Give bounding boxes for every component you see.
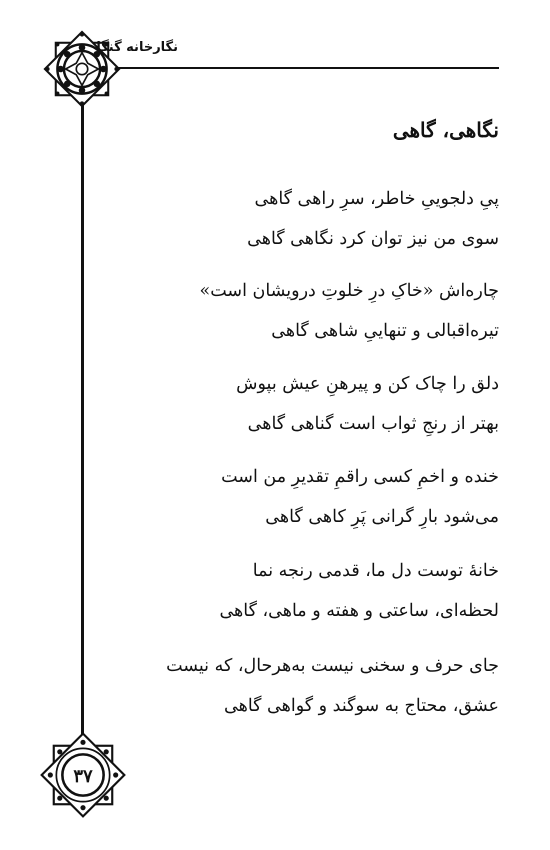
poem-line: دلق را چاک کن و پیرهنِ عیش بپوش [236, 374, 499, 394]
stanza [166, 646, 499, 726]
poem-line: سوی من نیز توان کرد نگاهی گاهی [247, 229, 499, 249]
stanza [169, 457, 499, 537]
poem-line: می‌شود بارِ گرانی پَرِ کاهی گاهی [265, 507, 499, 527]
poem-line: پیِ دلجوییِ خاطر، سرِ راهی گاهی [254, 189, 499, 209]
poem-line: تیره‌اقبالی و تنهاییِ شاهی گاهی [271, 321, 499, 341]
stanza [169, 179, 499, 259]
poem-line: خنده و اخمِ کسی راقمِ تقدیرِ من است [221, 467, 499, 487]
book-title: نگارخانه گنگا [96, 40, 178, 55]
stanza [169, 364, 499, 444]
stanza [169, 551, 499, 631]
poem-line: خانهٔ توست دل ما، قدمی رنجه نما [252, 561, 499, 581]
margin-rule [81, 88, 84, 764]
poem-line: عشق، محتاج به سوگند و گواهی گاهی [224, 696, 499, 716]
poem-line: چاره‌اش «خاکِ درِ خلوتِ درویشان است» [199, 281, 499, 301]
page-number: ۳۷ [73, 765, 93, 787]
poem-line: بهتر از رنجِ ثواب است گناهی گاهی [247, 414, 499, 434]
poem-line: جای حرف و سخنی نیست به‌هرحال، که نیست [166, 656, 499, 676]
poem-title: نگاهی، گاهی [392, 118, 499, 142]
stanza [169, 271, 499, 351]
header-rule [118, 67, 499, 69]
poem-line: لحظه‌ای، ساعتی و هفته و ماهی، گاهی [219, 601, 499, 621]
